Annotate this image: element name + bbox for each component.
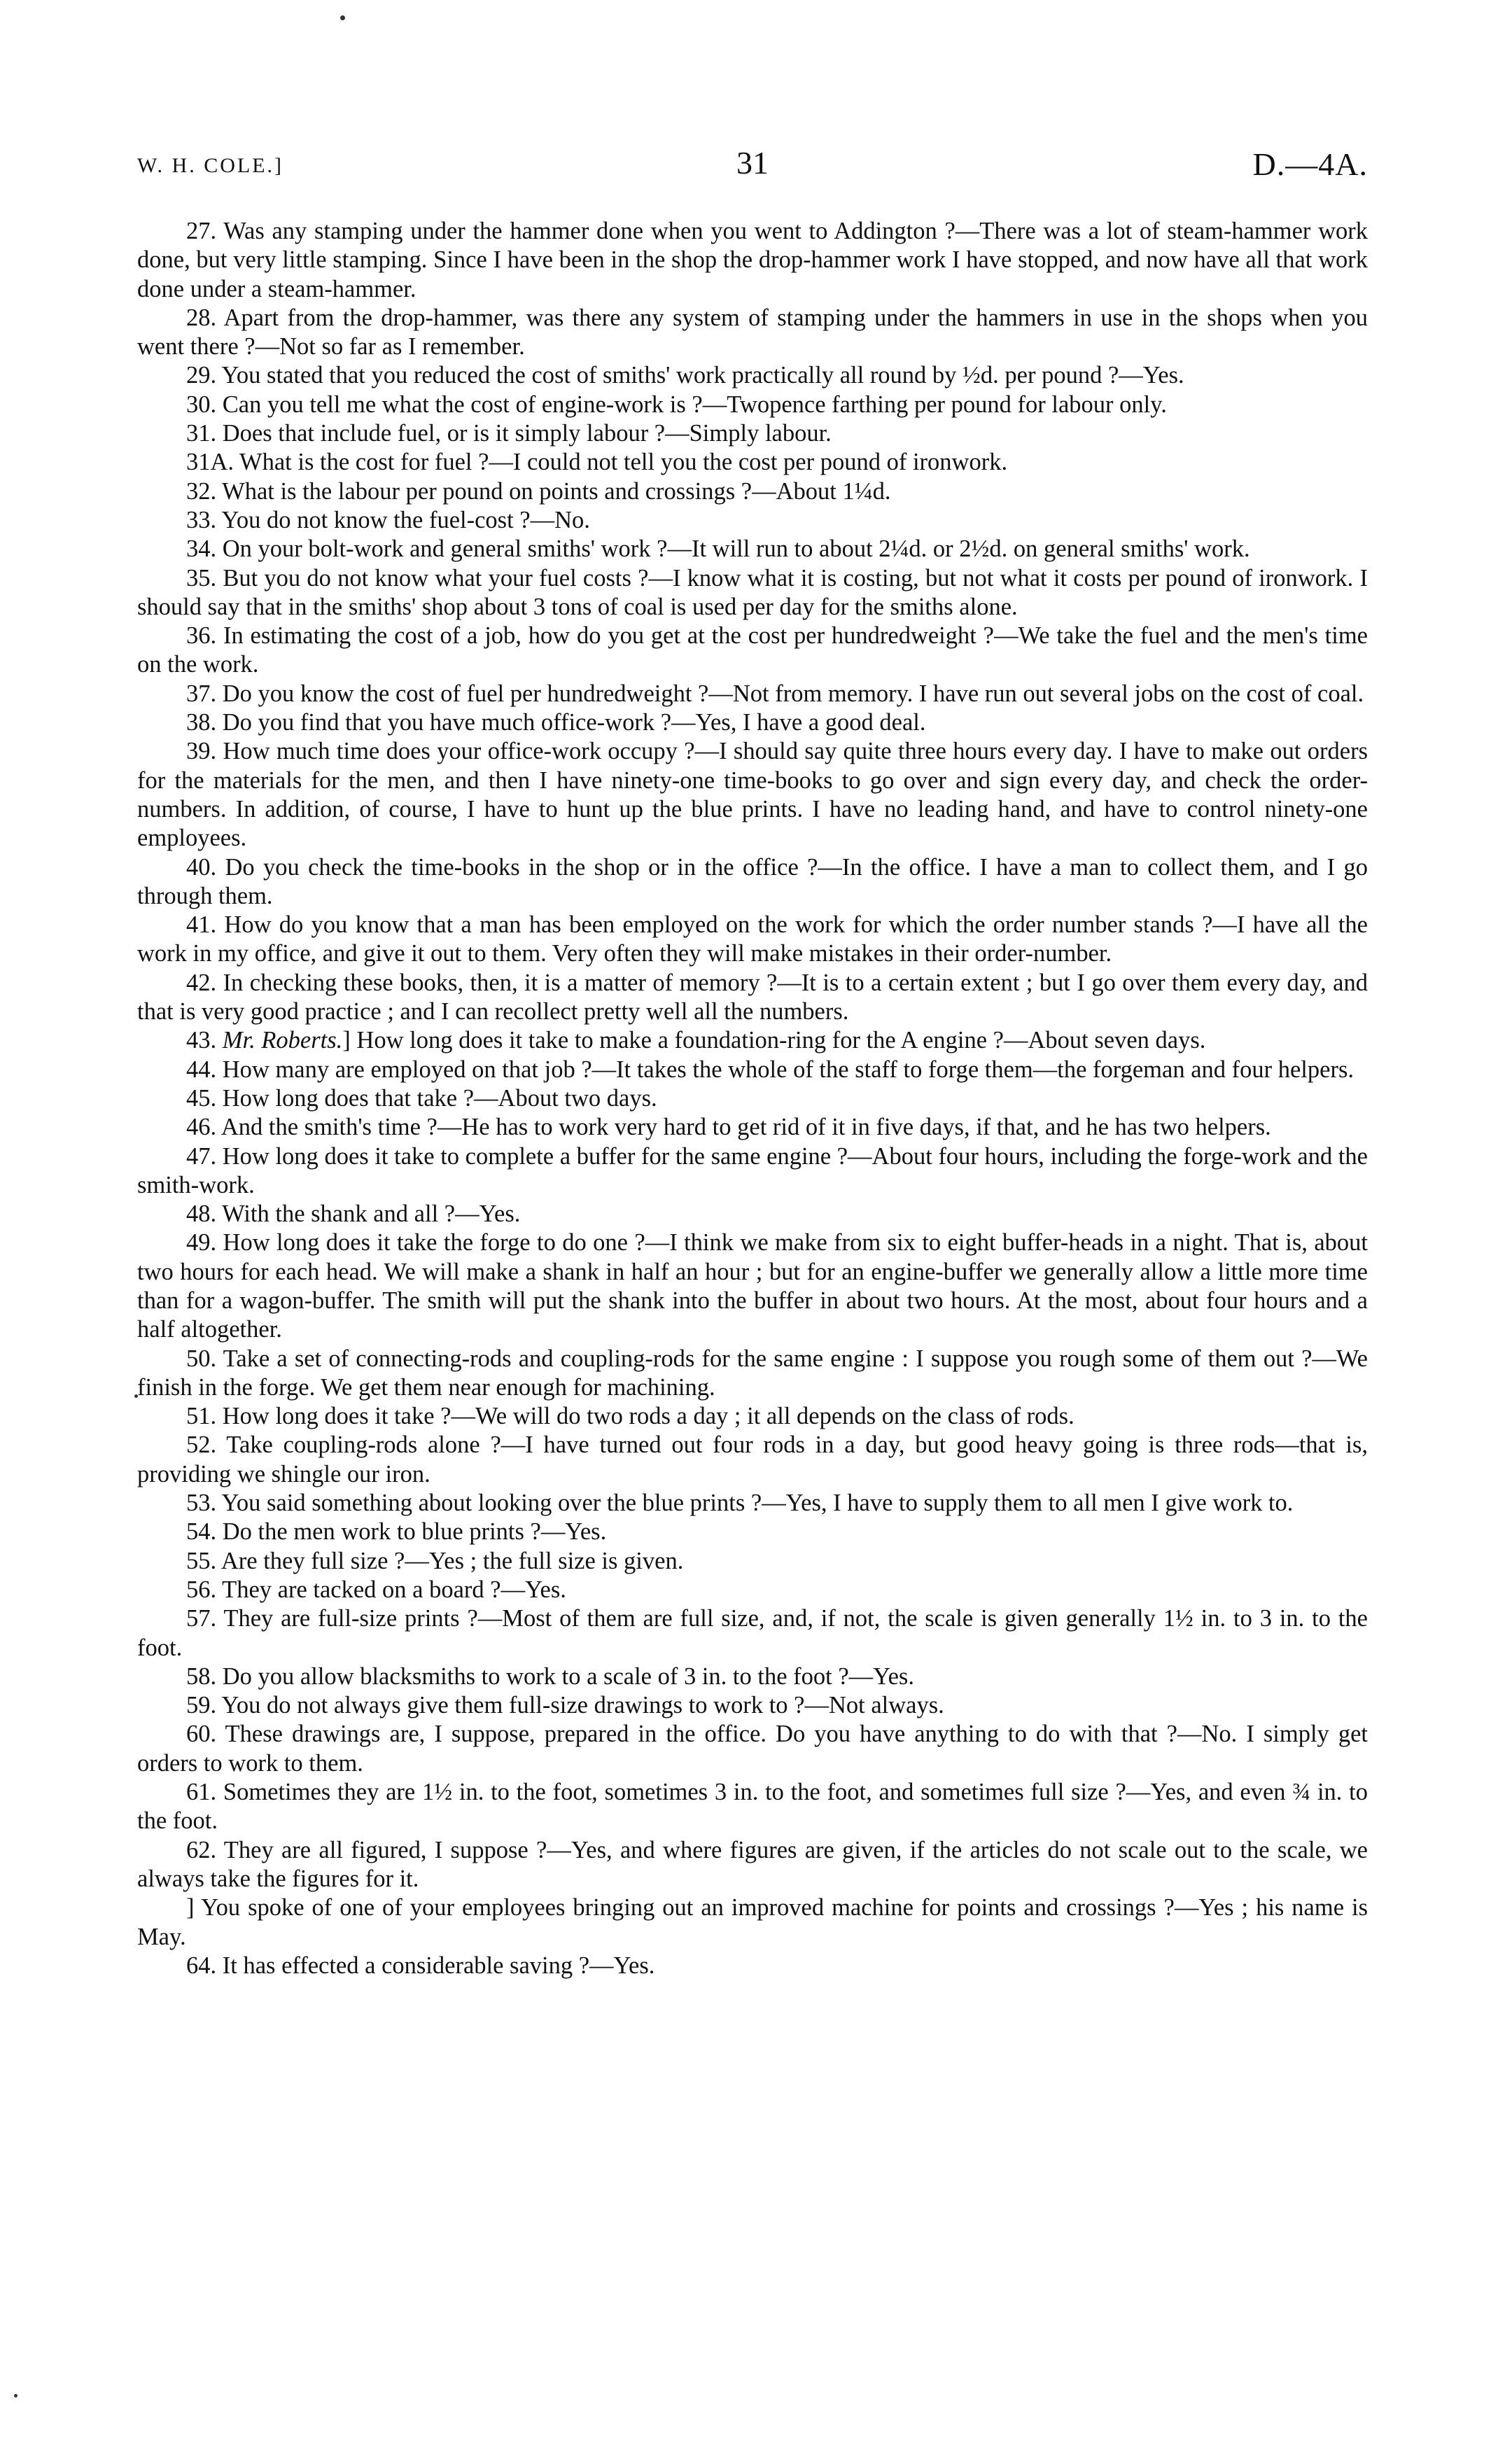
question-paragraph: 50. Take a set of connecting-rods and coupling-rods for the same engine : I suppose you rough some of them out ?—We finish in the forge. We get them near enough for machining. [137, 1345, 1368, 1401]
question-paragraph: 62. They are all figured, I suppose ?—Yes, and where figures are given, if the articles do not scale out to the scale, we always take the figures for it. [137, 1836, 1368, 1892]
question-paragraph: 36. In estimating the cost of a job, how do you get at the cost per hundredweight ?—We take the fuel and the men's time on the work. [137, 622, 1368, 678]
page-number: 31 [736, 145, 769, 181]
question-paragraph: 29. You stated that you reduced the cost of smiths' work practically all round by ½d. per pound ?—Yes. [186, 362, 1184, 389]
witness-name: W. H. COLE.] [137, 154, 284, 177]
question-paragraph: 54. Do the men work to blue prints ?—Yes. [186, 1518, 607, 1546]
question-paragraph: 43. Mr. Roberts.] How long does it take to make a foundation-ring for the A engine ?—About seven days. [186, 1027, 1206, 1054]
speaker-name: Mr. Roberts. [222, 1027, 343, 1054]
question-paragraph: 64. It has effected a considerable saving ?—Yes. [186, 1952, 655, 1979]
running-head [137, 144, 1368, 186]
question-paragraph: 42. In checking these books, then, it is a matter of memory ?—It is to a certain extent ; but I go over them every day, and that is very good practice ; and I can recollect pretty well all the numbers. [137, 969, 1368, 1026]
question-paragraph: 34. On your bolt-work and general smiths' work ?—It will run to about 2¼d. or 2½d. on general smiths' work. [186, 536, 1250, 563]
question-paragraph: 52. Take coupling-rods alone ?—I have turned out four rods in a day, but good heavy going is three rods—that is, providing we shingle our iron. [137, 1432, 1368, 1488]
question-paragraph: 55. Are they full size ?—Yes ; the full size is given. [186, 1547, 684, 1574]
speck-mark [340, 15, 345, 20]
question-paragraph: 41. How do you know that a man has been employed on the work for which the order number stands ?—I have all the work in my office, and give it out to them. Very often they will make mistakes in their order-number. [137, 911, 1368, 967]
question-paragraph: 46. And the smith's time ?—He has to work very hard to get rid of it in five days, if that, and he has two helpers. [186, 1114, 1271, 1141]
speck-mark [14, 2394, 18, 2398]
question-paragraph: ] You spoke of one of your employees bringing out an improved machine for points and crossings ?—Yes ; his name is May. [137, 1894, 1368, 1950]
question-paragraph: 60. These drawings are, I suppose, prepared in the office. Do you have anything to do with that ?—No. I simply get orders to work to them. [137, 1721, 1368, 1777]
question-paragraph: 48. With the shank and all ?—Yes. [186, 1200, 521, 1228]
question-paragraph: 53. You said something about looking over the blue prints ?—Yes, I have to supply them to all men I give work to. [186, 1490, 1294, 1517]
paper-reference: D.—4A. [1252, 146, 1368, 182]
question-paragraph: 39. How much time does your office-work occupy ?—I should say quite three hours every day. I have to make out orders for the materials for the men, and then I have ninety-one time-books to go over and sign every day, and check the order-numbers. In addition, of course, I have to hunt up the blue prints. I have no leading hand, and have to control ninety-one employees. [137, 738, 1368, 852]
question-paragraph: 61. Sometimes they are 1½ in. to the foot, sometimes 3 in. to the foot, and sometimes full size ?—Yes, and even ¾ in. to the foot. [137, 1779, 1368, 1835]
question-paragraph: 51. How long does it take ?—We will do two rods a day ; it all depends on the class of rods. [186, 1403, 1074, 1430]
question-paragraph: 31. Does that include fuel, or is it simply labour ?—Simply labour. [186, 420, 832, 447]
question-paragraph: 35. But you do not know what your fuel costs ?—I know what it is costing, but not what it costs per pound of ironwork. I should say that in the smiths' shop about 3 tons of coal is used per day for the smiths alone. [137, 564, 1368, 620]
question-paragraph: 28. Apart from the drop-hammer, was there any system of stamping under the hammers in use in the shops when you went there ?—Not so far as I remember. [137, 304, 1368, 360]
question-paragraph: 58. Do you allow blacksmiths to work to a scale of 3 in. to the foot ?—Yes. [186, 1662, 914, 1690]
question-paragraph: 56. They are tacked on a board ?—Yes. [186, 1576, 566, 1603]
question-paragraph: 31A. What is the cost for fuel ?—I could not tell you the cost per pound of ironwork. [186, 449, 1008, 476]
question-paragraph: 40. Do you check the time-books in the shop or in the office ?—In the office. I have a man to collect them, and I go through them. [137, 853, 1368, 909]
testimony-body [137, 217, 1368, 1980]
question-paragraph: 38. Do you find that you have much office-work ?—Yes, I have a good deal. [186, 709, 926, 736]
question-paragraph: 32. What is the labour per pound on points and crossings ?—About 1¼d. [186, 477, 891, 505]
question-paragraph: 47. How long does it take to complete a buffer for the same engine ?—About four hours, including the forge-work and the smith-work. [137, 1142, 1368, 1198]
question-paragraph: 44. How many are employed on that job ?—It takes the whole of the staff to forge them—the forgeman and four helpers. [186, 1056, 1354, 1083]
question-paragraph: 57. They are full-size prints ?—Most of them are full size, and, if not, the scale is given generally 1½ in. to 3 in. to the foot. [137, 1605, 1368, 1661]
question-paragraph: 59. You do not always give them full-size drawings to work to ?—Not always. [186, 1692, 944, 1719]
question-paragraph: 33. You do not know the fuel-cost ?—No. [186, 506, 590, 533]
question-paragraph: 30. Can you tell me what the cost of engine-work is ?—Twopence farthing per pound for labour only. [186, 391, 1167, 418]
question-paragraph: 37. Do you know the cost of fuel per hundredweight ?—Not from memory. I have run out several jobs on the cost of coal. [186, 680, 1364, 707]
question-paragraph: 27. Was any stamping under the hammer done when you went to Addington ?—There was a lot of steam-hammer work done, but very little stamping. Since I have been in the shop the drop-hammer work I have stopped, and now have all that work done under a steam-hammer. [137, 218, 1368, 302]
question-paragraph: 49. How long does it take the forge to do one ?—I think we make from six to eight buffer-heads in a night. That is, about two hours for each head. We will make a shank in half an hour ; but for an engine-buffer we generally allow a little more time than for a wagon-buffer. The smith will put the shank into the buffer in about two hours. At the most, about four hours and a half altogether. [137, 1229, 1368, 1343]
question-paragraph: 45. How long does that take ?—About two days. [186, 1084, 657, 1112]
